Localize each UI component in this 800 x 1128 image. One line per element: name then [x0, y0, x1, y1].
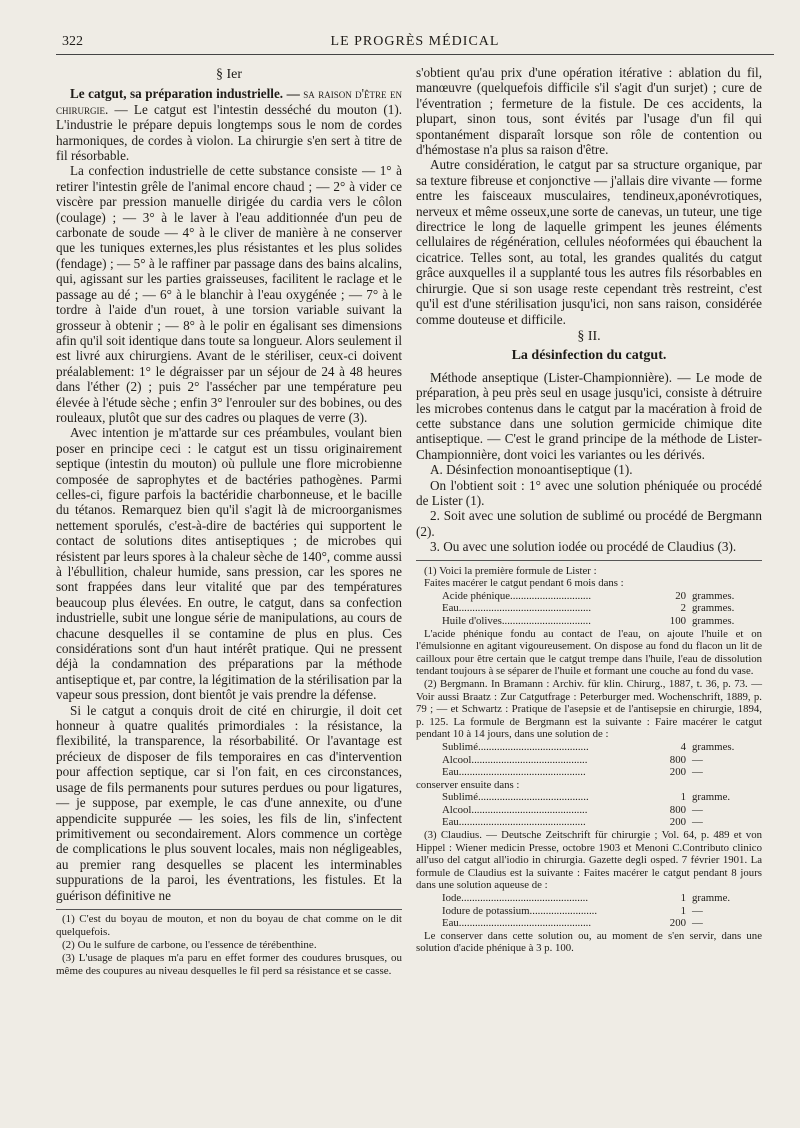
unit: grammes.	[692, 740, 735, 753]
formula-table-claudius	[416, 892, 762, 930]
paragraph: La confection industrielle de cette substance consiste — 1° à retirer l'intestin grêle de l'animal encore chaud ; — 2° à vider ce viscère par pression manuelle dirigée du cardia vers le côlon (coulage) ; — 3° à le laver à l'eau additionnée d'un peu de carbonate de soude — 4° à le cliver de manière à ne conserver que les tuniques externes,les plus résistantes et les plus solides (fendage) ; — 5° à le raffiner par passage dans des bains alcalins, qui, agissant sur les parties graisseuses, facilitent le raclage et le passage au dé ; — 6° à le blanchir à l'eau oxygénée ; — 7° à le tordre à l'aide d'un rouet, à une torsion variable suivant la grosseur à obtenir ; — 8° à le polir en égalisant ses dimensions afin qu'il soit identique dans toute sa longueur. Alors seulement il est livré aux chirurgiens. Avant de le stériliser, ceux-ci doivent préalablement: 1° le dégraisser par un séjour de 24 à 48 heures dans l'éther (2) ; puis 2° l'assécher par une température peu élevée à l'étude sèche ; enfin 3° l'enrouler sur des bobines, ou des rouleaux, plutôt que sur des cadres ou plaques de verre (3).	[56, 163, 402, 425]
unit: gramme.	[692, 892, 731, 905]
quantity: 200	[669, 816, 686, 829]
ingredient: Iode...............................................	[442, 892, 589, 905]
left-column	[56, 65, 402, 978]
paragraph: On l'obtient soit : 1° avec une solution phéniquée ou procédé de Lister (1).	[416, 477, 762, 508]
footnote: conserver ensuite dans :	[416, 778, 520, 791]
page-number: 322	[62, 34, 83, 49]
ingredient: Eau.................................................	[442, 917, 592, 930]
unit: grammes.	[692, 602, 735, 615]
footnote: (2) Ou le sulfure de carbone, ou l'essence de térébenthine.	[62, 938, 317, 951]
footnote-divider	[416, 560, 762, 561]
quantity: 200	[669, 766, 686, 779]
paragraph-heading: Le catgut, sa préparation industrielle. —	[70, 86, 300, 102]
journal-title: LE PROGRÈS MÉDICAL	[330, 34, 500, 49]
left-footnotes	[56, 909, 402, 978]
ingredient: Eau.................................................	[442, 602, 592, 615]
quantity: 20	[675, 589, 686, 602]
quantity: 1	[680, 791, 686, 804]
quantity: 800	[669, 753, 686, 766]
footnote: (2) Bergmann. In Bramann : Archiv. für klin. Chirurg., 1887, t. 36, p. 73. — Voir aussi Braatz : Zur Catgutfrage : Peterburger med. Wochenschrift, 1889, p. 79 ; — et Schwartz : Pratique de l'asepsie et de l'antisepsie en chirurgie, 1894, p. 125. La formule de Bergmann est la suivante : Faire macérer le catgut pendant 10 à 14 jours, dans une solution de :	[416, 677, 762, 741]
quantity: 800	[669, 803, 686, 816]
quantity: 4	[680, 740, 686, 753]
quantity: 2	[680, 602, 686, 615]
paragraph: A. Désinfection monoantiseptique (1).	[430, 462, 633, 478]
paragraph: Autre considération, le catgut par sa structure organique, par sa texture fibreuse et conjonctive — j'allais dire vivante — forme entre les faisceaux musculaires, tendineux,aponévrotiques, nerveux et même osseux,une sorte de canevas, un tuteur, une tige directrice le long de laquelle grimpent les jeunes éléments cellulaires de régénération, cellules néoformées qui ébauchent la cicatrice. Telles sont, au total, les grandes qualités du catgut grâce auxquelles il a supplanté tous les autres fils résorbables en chirurgie. Que si son usage reste cependant très restreint, c'est qu'il est d'une stérilisation jusqu'ici, non sans raison, considérée comme douteuse et difficile.	[416, 157, 762, 327]
paragraph-subheading: sa raison d'être en chirurgie.	[56, 86, 402, 117]
unit: —	[692, 816, 703, 829]
footnote: Le conserver dans cette solution ou, au moment de s'en servir, dans une solution d'acide phénique à 3 p. 100.	[416, 929, 762, 955]
quantity: 200	[669, 917, 686, 930]
formula-table-bergmann-a	[416, 741, 762, 779]
paragraph: s'obtient qu'au prix d'une opération itérative : ablation du fil, manœuvre (quelquefois difficile s'il s'agit d'un surjet) ; cure de l'éventration ; fermeture de la fistule. De ces accidents, la plupart, sinon tous, sont évités par l'usage d'un fil qui spontanément disparaît lorsque son rôle de contention ou d'hémostase n'a plus sa raison d'être.	[416, 65, 762, 158]
two-columns	[56, 65, 774, 978]
footnote: (1) Voici la première formule de Lister :	[424, 564, 597, 577]
quantity: 1	[680, 892, 686, 905]
ingredient: Sublimé.........................................	[442, 740, 589, 753]
ingredient: Alcool...........................................	[442, 803, 588, 816]
ingredient: Eau...............................................	[442, 816, 586, 829]
unit: —	[692, 904, 703, 917]
footnote: (3) Claudius. — Deutsche Zeitschrift für chirurgie ; Vol. 64, p. 489 et von Hippel : Wiener medicin Presse, octobre 1903 et Menoni C.Contributo clinico all'uso del catgut all'iodio in chirurgia. Gazette degli osped. 7 février 1901. La formule de Claudius est la suivante : Faites macérer le catgut pendant 8 jours dans une solution aqueuse de :	[416, 829, 762, 892]
paragraph: 3. Ou avec une solution iodée ou procédé de Claudius (3).	[430, 539, 737, 555]
footnote: L'acide phénique fondu au contact de l'eau, on ajoute l'huile et on l'émulsionne en agitant vigoureusement. On dispose au fond du flacon un lit de cailloux pour être certain que le catgut trempe dans l'huile, l'eau de dissolution tendant toujours à se séparer de l'huile et formant une couche au fond du vase.	[416, 627, 762, 678]
formula-table-bergmann-b	[416, 791, 762, 829]
paragraph: Avec intention je m'attarde sur ces préambules, voulant bien poser en principe ceci : le catgut est un tissu originairement septique (intestin du mouton) où pullule une flore microbienne composée de saprophytes et de bactéries pathogènes. Parmi celles-ci, figure parfois la bactéridie charbonneuse, et le bacille du tétanos. Remarquez bien qu'il s'agit là de microorganismes nettement sporulés, c'est-à-dire de bactéries qui supportent le contact de solutions dites antiseptiques ; de microbes qui résistent par leurs spores à la chaleur sèche de 140°, comme aussi à l'ébullition, chaleur humide, sans pression, car les spores ne sont frappées dans leur vitalité que par des températures beaucoup plus élevées. En outre, le catgut, dans sa confection industrielle, subit une longue série de manipulations, au cours de chacune desquelles il se contamine de plus en plus. Ces considérations sont d'un haut intérêt pratique. Qui ne pressent déjà la condamnation des préparations par la méthode antiseptique et, par contre, la légitimation de la stérilisation par la vapeur sous pression, dont bientôt je vais prendre la défense.	[56, 425, 402, 703]
paragraph: Si le catgut a conquis droit de cité en chirurgie, il doit cet honneur à quatre qualités primordiales : la résistance, la flexibilité, la transparence, la résorbabilité. Or l'avantage est précieux de disposer de fils temporaires en cas d'intervention pour affection septique, car si l'on fait, en ces circonstances, usage de fils permanents pour sutures perdues ou pour ligatures, — je suppose, par exemple, le cas d'une annexite, ou d'une appendicite suppurée — les soies, les fils de lin, s'infectent primitivement ou secondairement. Alors commence un cortège de complications le plus souvent locales, mais non négligeables, au premier rang desquelles se placent les interminables suppurations de la paroi, les éventrations, les fistules. Et la guérison définitive ne	[56, 702, 402, 903]
unit: —	[692, 753, 703, 766]
unit: —	[692, 917, 703, 930]
ingredient: Sublimé.........................................	[442, 791, 589, 804]
right-footnotes	[416, 565, 762, 955]
footnote: Faites macérer le catgut pendant 6 mois dans :	[424, 577, 624, 590]
ingredient: Acide phénique..............................	[442, 589, 592, 602]
paragraph: Méthode anseptique (Lister-Championnière). — Le mode de préparation, à peu près seul en usage jusqu'ici, consiste à détruire les microbes contenus dans le catgut par la macération à froid de cette substance dans une solution germicide chimique dite antiseptique. — C'est le grand principe de la méthode de Lister-Championnière, dont voici les variantes ou les dérivés.	[416, 369, 762, 462]
paragraph: 2. Soit avec une solution de sublimé ou procédé de Bergmann (2).	[416, 508, 762, 539]
footnote: (1) C'est du boyau de mouton, et non du boyau de chat comme on le dit quelquefois.	[56, 912, 402, 938]
footnote: (3) L'usage de plaques m'a paru en effet former des coudures brusques, ou même des coupures au niveau desquelles le fil perd sa résistance et se casse.	[56, 951, 402, 977]
unit: grammes.	[692, 614, 735, 627]
paragraph-text: — Le catgut est l'intestin desséché du mouton (1). L'industrie le prépare depuis longtemps sous le nom de cordes harmoniques, de cordes à violon. La chirurgie s'en sert à titre de fil résorbable.	[56, 101, 403, 164]
ingredient: Huile d'olives.................................	[442, 614, 591, 627]
ingredient: Iodure de potassium.........................	[442, 904, 598, 917]
ingredient: Eau...............................................	[442, 766, 586, 779]
running-header	[56, 30, 774, 55]
section-heading: La désinfection du catgut.	[511, 348, 667, 364]
formula-table-lister	[416, 590, 762, 628]
ingredient: Alcool...........................................	[442, 753, 588, 766]
unit: —	[692, 803, 703, 816]
paragraph	[56, 86, 402, 163]
section-number: § II.	[577, 328, 601, 344]
quantity: 1	[680, 904, 686, 917]
unit: —	[692, 766, 703, 779]
unit: grammes.	[692, 589, 735, 602]
quantity: 100	[669, 614, 686, 627]
unit: gramme.	[692, 791, 731, 804]
section-number: § Ier	[215, 67, 243, 82]
right-column	[416, 65, 762, 978]
